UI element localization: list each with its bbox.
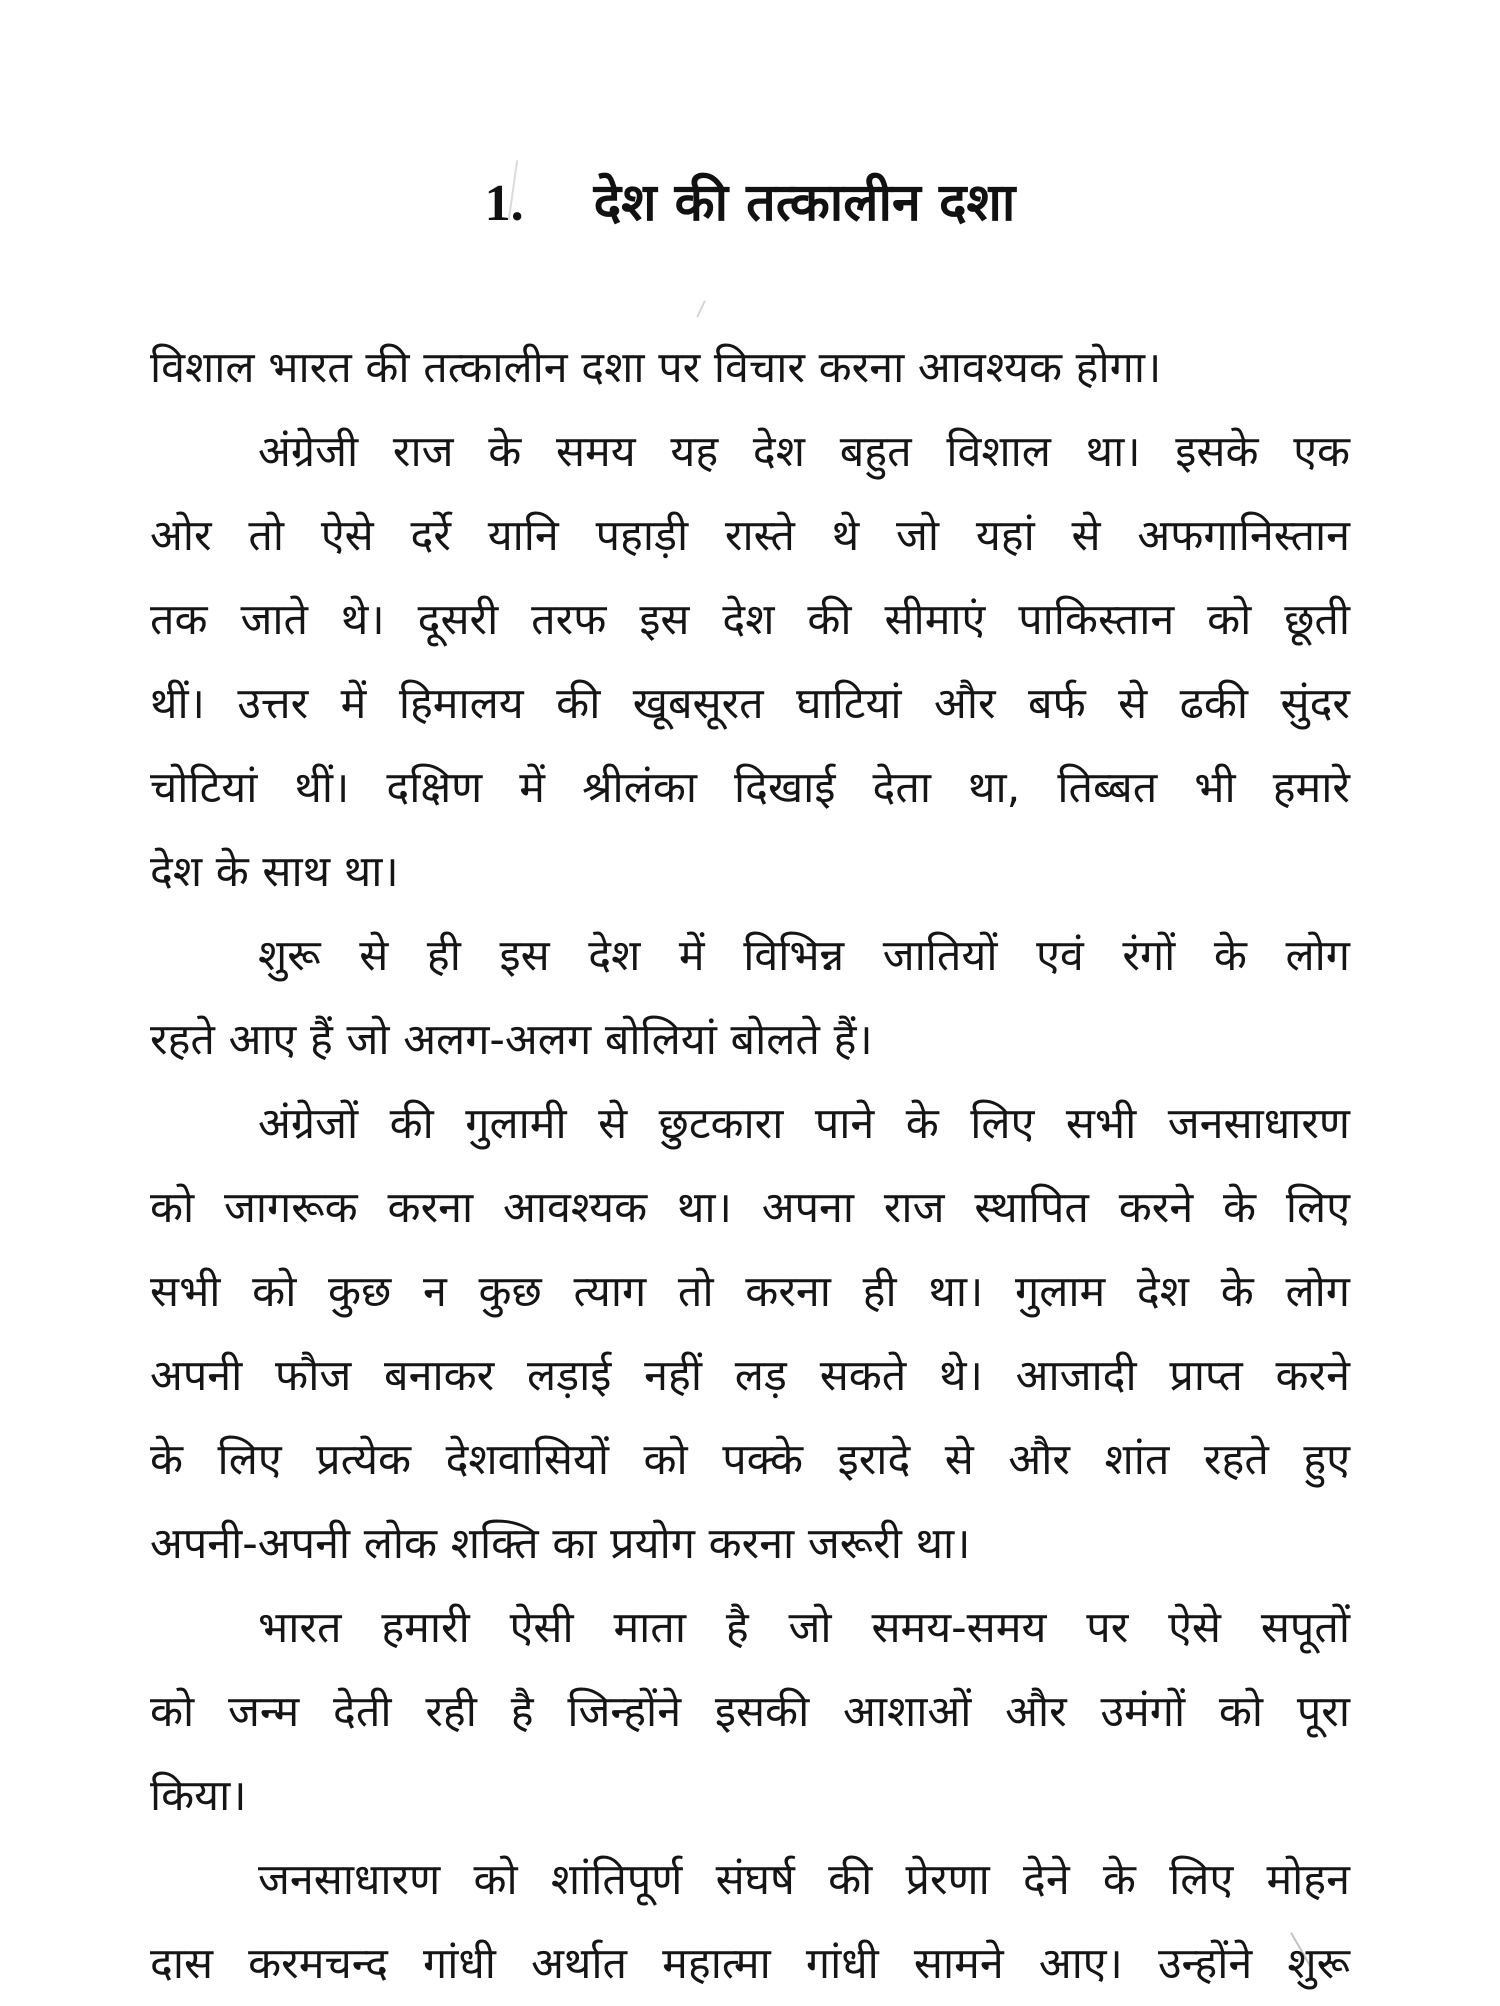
text-line: अंग्रेजी राज के समय यह देश बहुत विशाल था। इसके एक [258, 427, 1350, 477]
text-line: विशाल भारत की तत्कालीन दशा पर विचार करना आवश्यक होगा। [150, 343, 1162, 393]
text-line: रहते आए हैं जो अलग-अलग बोलियां बोलते हैं। [150, 1015, 873, 1065]
text-line: भारत हमारी ऐसी माता है जो समय-समय पर ऐसे सपूतों [258, 1603, 1350, 1653]
text-line: तक जाते थे। दूसरी तरफ इस देश की सीमाएं पाकिस्तान को छूती [150, 595, 1350, 645]
chapter-title: देश की तत्कालीन दशा [593, 173, 1016, 233]
paragraph [150, 1586, 1350, 1838]
paragraph [150, 914, 1350, 1082]
text-line: दास करमचन्द गांधी अर्थात महात्मा गांधी सामने आए। उन्होंने शुरू [150, 1939, 1350, 1989]
text-line: अपनी-अपनी लोक शक्ति का प्रयोग करना जरूरी था। [150, 1519, 971, 1569]
text-line: देश के साथ था। [150, 847, 399, 897]
text-line: के लिए प्रत्येक देशवासियों को पक्के इरादे से और शांत रहते हुए [150, 1435, 1350, 1485]
paragraph [150, 410, 1350, 914]
chapter-number: 1. [484, 175, 524, 232]
text-line: किया। [150, 1771, 247, 1821]
paragraph [150, 326, 1350, 410]
paragraph [150, 1082, 1350, 1586]
text-line: को जागरूक करना आवश्यक था। अपना राज स्थापित करने के लिए [150, 1183, 1350, 1233]
body-text [150, 326, 1350, 2006]
text-line: जनसाधारण को शांतिपूर्ण संघर्ष की प्रेरणा देने के लिए मोहन [258, 1855, 1350, 1905]
text-line: चोटियां थीं। दक्षिण में श्रीलंका दिखाई देता था, तिब्बत भी हमारे [150, 763, 1350, 813]
chapter-heading [0, 168, 1500, 239]
paragraph [150, 1838, 1350, 2006]
text-line: थीं। उत्तर में हिमालय की खूबसूरत घाटियां और बर्फ से ढकी सुंदर [150, 679, 1350, 729]
text-line: अंग्रेजों की गुलामी से छुटकारा पाने के लिए सभी जनसाधारण [258, 1099, 1350, 1149]
text-line: शुरू से ही इस देश में विभिन्न जातियों एवं रंगों के लोग [258, 931, 1350, 981]
text-line: ओर तो ऐसे दर्रे यानि पहाड़ी रास्ते थे जो यहां से अफगानिस्तान [150, 511, 1350, 561]
text-line: अपनी फौज बनाकर लड़ाई नहीं लड़ सकते थे। आजादी प्राप्त करने [150, 1351, 1350, 1401]
text-line: सभी को कुछ न कुछ त्याग तो करना ही था। गुलाम देश के लोग [150, 1267, 1350, 1317]
scan-artifact-mark [696, 300, 705, 317]
text-line: को जन्म देती रही है जिन्होंने इसकी आशाओं और उमंगों को पूरा [150, 1687, 1350, 1737]
